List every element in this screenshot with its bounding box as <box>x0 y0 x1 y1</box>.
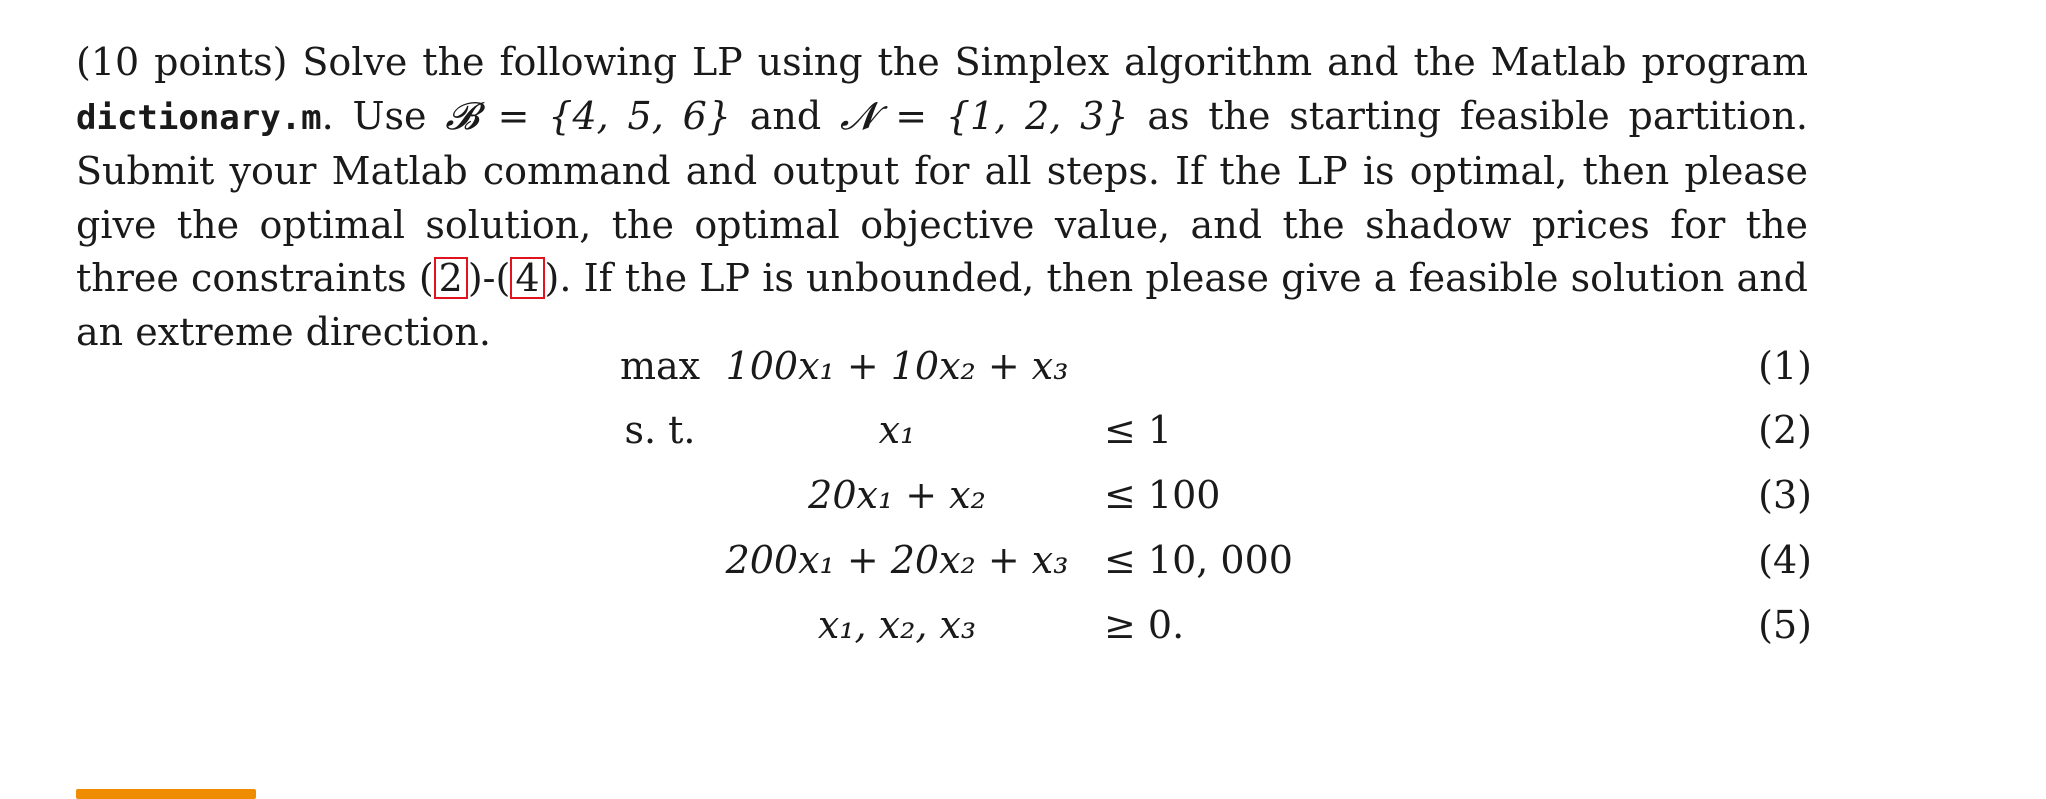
equation-number-2: (2) <box>1758 408 1812 452</box>
constraint-3-expression: 20x₁ + x₂ <box>808 473 986 517</box>
constraint-4-rhs: ≤ 10, 000 <box>1104 538 1293 582</box>
lp-row-constraint-3 <box>0 469 2046 521</box>
equation-number-3: (3) <box>1758 473 1812 517</box>
problem-text-ending: ). If the LP is unbounded, then please give a feasible solution and an extreme direction. <box>76 256 1808 354</box>
problem-text-and: and <box>730 93 841 138</box>
constraint-2-expression: x₁ <box>878 408 916 452</box>
next-section-heading-fragment <box>76 789 256 799</box>
constraint-3-rhs: ≤ 100 <box>1104 473 1221 517</box>
problem-statement <box>76 36 1808 359</box>
nonnegativity-rhs: ≥ 0. <box>1104 603 1185 647</box>
lp-row-nonnegativity <box>0 599 2046 651</box>
linear-program <box>0 340 2046 670</box>
equation-number-4: (4) <box>1758 538 1812 582</box>
lp-row-constraint-2 <box>0 404 2046 456</box>
nonbasis-set: 𝓝 = {1, 2, 3} <box>840 93 1129 138</box>
equation-number-1: (1) <box>1758 344 1812 388</box>
problem-text-instructions: as the starting feasible partition. Submit your Matlab command and output for all steps. If the LP is optimal, then please give the optimal solution, the optimal objective value, and the shadow prices for the three constraints ( <box>76 93 1808 300</box>
problem-text-dash: )-( <box>467 256 511 300</box>
lp-objective-expression: 100x₁ + 10x₂ + x₃ <box>725 344 1069 388</box>
basis-set: 𝓑 = {4, 5, 6} <box>445 93 731 138</box>
problem-text-use: . Use <box>321 93 446 138</box>
constraint-ref-link-4[interactable]: 4 <box>510 257 544 299</box>
problem-intro: (10 points) Solve the following LP using the Simplex algorithm and the Matlab program <box>76 40 1808 84</box>
lp-row-objective <box>0 340 2046 392</box>
lp-label-max: max <box>619 344 701 388</box>
constraint-2-rhs: ≤ 1 <box>1104 408 1173 452</box>
lp-label-subject-to: s. t. <box>624 408 696 452</box>
constraint-4-expression: 200x₁ + 20x₂ + x₃ <box>725 538 1069 582</box>
constraint-ref-link-2[interactable]: 2 <box>434 257 468 299</box>
problem-paragraph <box>76 36 1808 359</box>
lp-row-constraint-4 <box>0 534 2046 586</box>
matlab-program-name: dictionary.m <box>76 97 322 138</box>
equation-number-5: (5) <box>1758 603 1812 647</box>
nonnegativity-variables: x₁, x₂, x₃ <box>817 603 977 647</box>
